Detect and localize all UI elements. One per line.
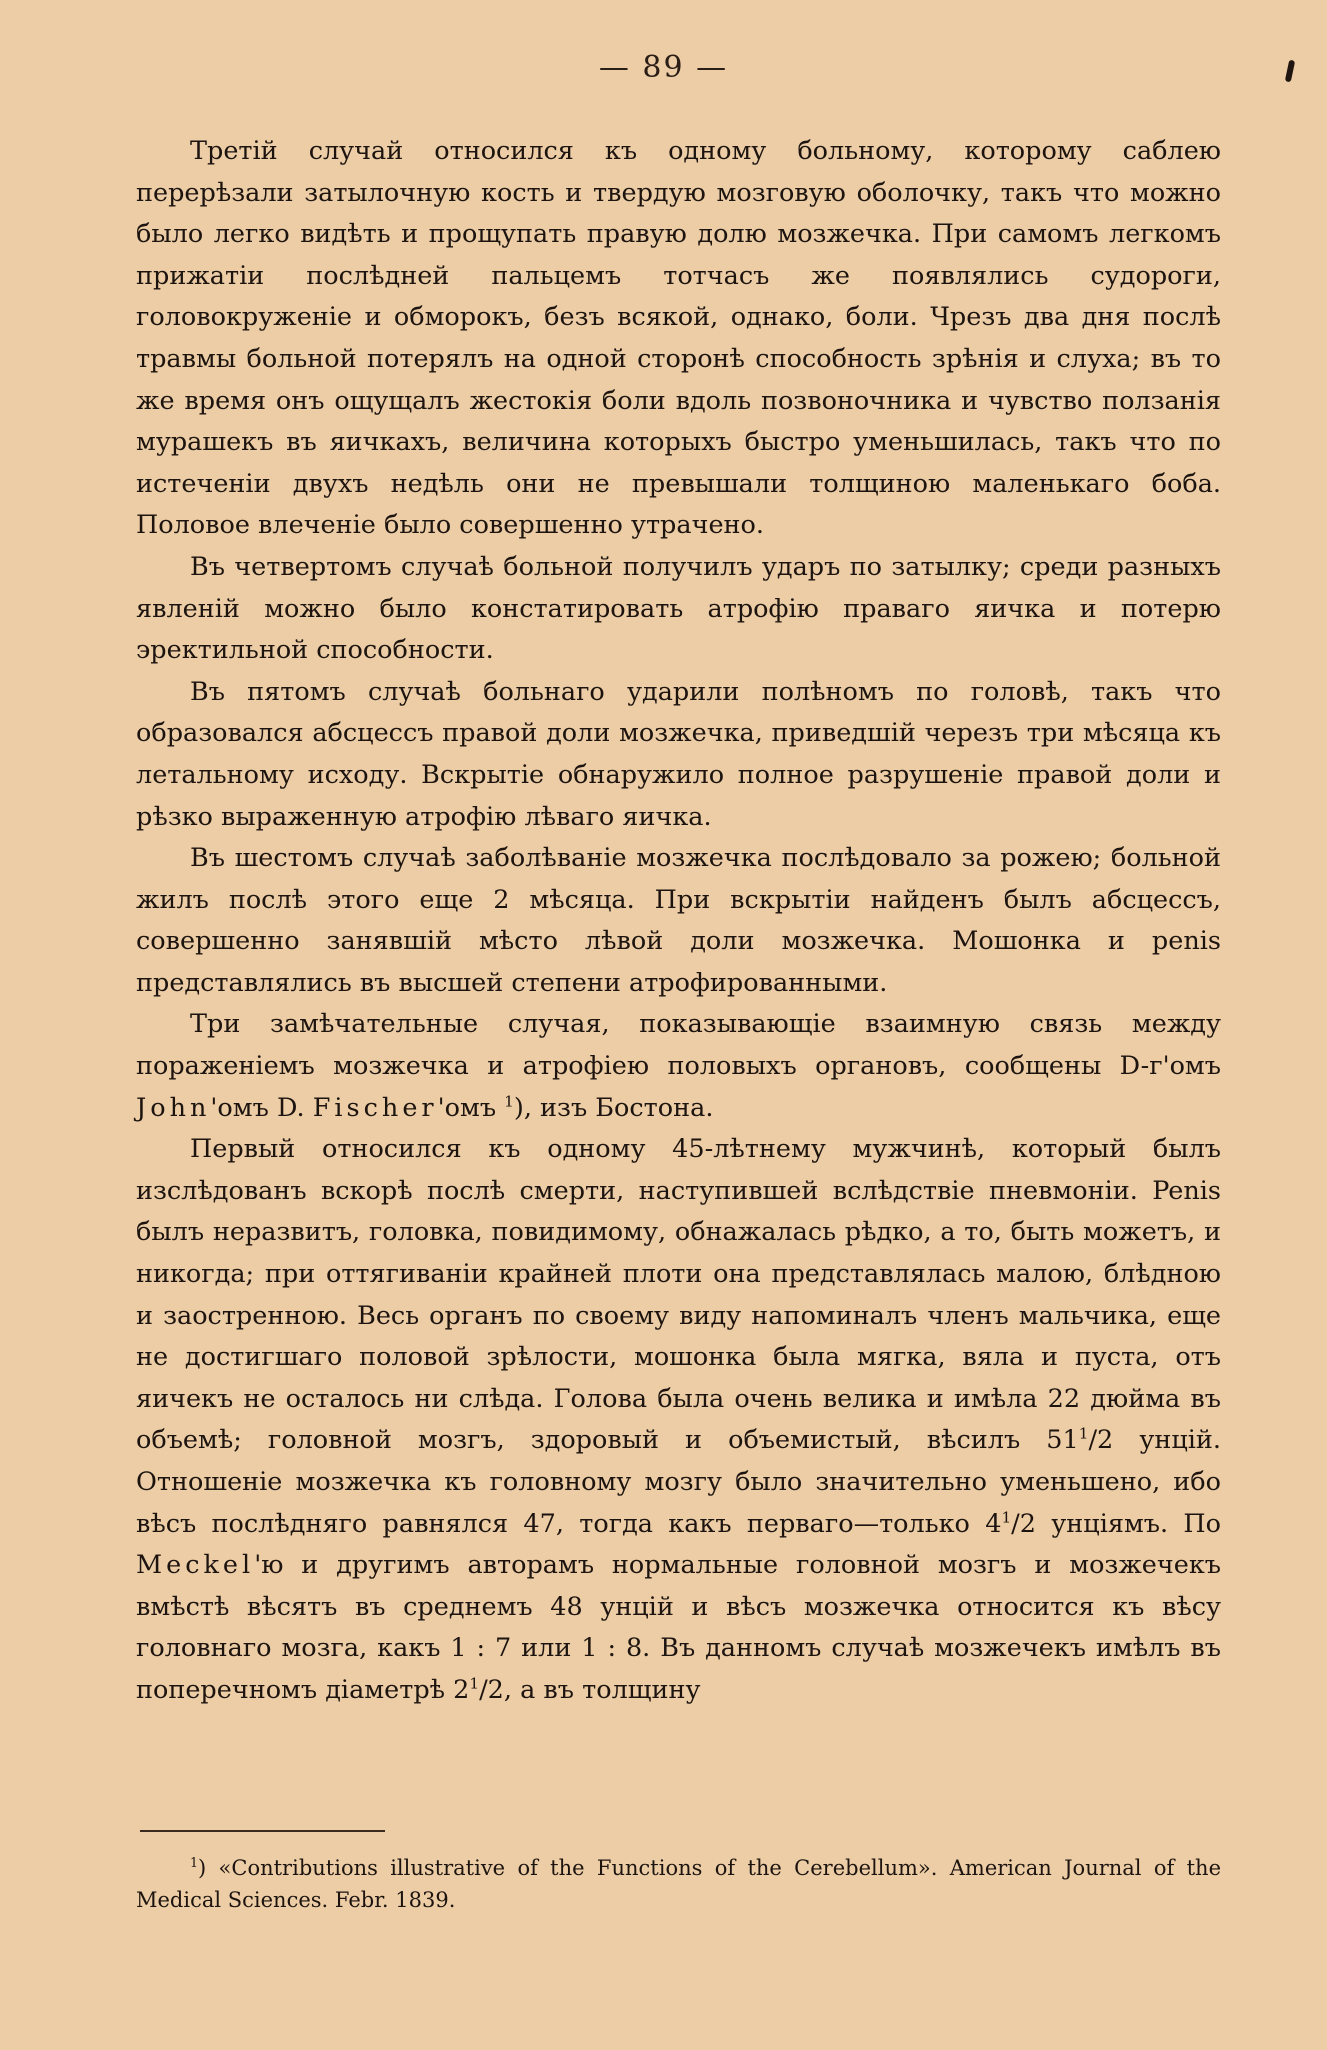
footnote-ref: 1 <box>504 1092 514 1111</box>
page-number: — 89 — <box>598 50 729 85</box>
paragraph-3: Въ пятомъ случаѣ больнаго ударили полѣномъ по головѣ, такъ что образовался абсцессъ правой доли мозжечка, приведшій черезъ три мѣсяца къ летальному исходу. Вскрытіе обнаружило полное разрушеніе правой доли и рѣзко выраженную атрофію лѣваго яичка. <box>136 676 1221 832</box>
author-name-meckel: Meckel <box>136 1550 255 1581</box>
p5-text-after: ), изъ Бостона. <box>513 1092 714 1123</box>
paragraph-5 <box>136 1004 1221 1129</box>
footnote-divider <box>140 1830 385 1832</box>
paragraph-1: Третій случай относился къ одному больному, которому саблею перерѣзали затылочную кость и твердую мозговую оболочку, такъ что можно было легко видѣть и прощупать правую долю мозжечка. При самомъ легкомъ прижатіи послѣдней пальцемъ тотчасъ же появлялись судороги, головокруженіе и обморокъ, безъ всякой, однако, боли. Чрезъ два дня послѣ травмы больной потерялъ на одной сторонѣ способность зрѣнія и слуха; въ то же время онъ ощущалъ жестокія боли вдоль позвоночника и чувство ползанія мурашекъ въ яичкахъ, величина которыхъ быстро уменьшилась, такъ что по истеченіи двухъ недѣль они не превышали толщиною маленькаго боба. Половое влеченіе было совершенно утрачено. <box>136 136 1221 541</box>
paragraph-2: Въ четвертомъ случаѣ больной получилъ ударъ по затылку; среди разныхъ явленій можно было констатировать атрофію праваго яичка и потерю эректильной способности. <box>136 551 1221 666</box>
fraction-numerator: 1 <box>469 1674 480 1693</box>
body-text <box>136 131 1221 1712</box>
p6-part-4: 'ю и другимъ авторамъ нормальные головной мозгъ и мозжечекъ вмѣстѣ вѣсятъ въ среднемъ 48 унцій и вѣсъ мозжечка относится къ вѣсу головнаго мозга, какъ 1 : 7 или 1 : 8. Въ данномъ случаѣ мозжечекъ имѣлъ въ поперечномъ діаметрѣ 2 <box>136 1550 1221 1705</box>
p5-text-before: Три замѣчательные случая, показывающіе взаимную связь между пораженіемъ мозжечка и атрофіею половыхъ органовъ, сообщены D-г'омъ <box>136 1009 1221 1082</box>
fraction-denominator: /2 <box>479 1674 504 1705</box>
fraction-numerator: 1 <box>1078 1424 1089 1443</box>
footnote-number: 1 <box>190 1855 199 1870</box>
author-name-fischer: Fischer <box>312 1092 438 1123</box>
p5-text-mid: 'омъ D. <box>210 1092 313 1123</box>
fraction-denominator: /2 <box>1088 1425 1114 1456</box>
p5-text-after-name: 'омъ <box>437 1092 505 1123</box>
fraction-denominator: /2 <box>1011 1508 1036 1539</box>
paragraph-4: Въ шестомъ случаѣ заболѣваніе мозжечка послѣдовало за рожею; больной жилъ послѣ этого еще 2 мѣсяца. При вскрытіи найденъ былъ абсцессъ, совершенно занявшій мѣсто лѣвой доли мозжечка. Мошонка и penis представлялись въ высшей степени атрофированными. <box>136 843 1221 998</box>
p6-part-5: , а въ толщину <box>503 1674 701 1705</box>
fraction-numerator: 1 <box>1001 1508 1012 1527</box>
footnote <box>136 1852 1221 1916</box>
p6-part-2: унцій. Отношеніе мозжечка къ головному мозгу было значительно уменьшено, ибо вѣсъ послѣдняго равнялся 47, тогда какъ перваго—только 4 <box>136 1425 1222 1539</box>
author-name-john: John <box>136 1092 211 1123</box>
p6-part-1: Первый относился къ одному 45-лѣтнему мужчинѣ, который былъ изслѣдованъ вскорѣ послѣ смерти, наступившей вслѣдствіе пневмоніи. Penis былъ неразвитъ, головка, повидимому, обнажалась рѣдко, а то, быть можетъ, и никогда; при оттягиваніи крайней плоти она представлялась малою, блѣдною и заостренною. Весь органъ по своему виду напоминалъ членъ мальчика, еще не достигшаго половой зрѣлости, мошонка была мягка, вяла и пуста, отъ яичекъ не осталось ни слѣда. Голова была очень велика и имѣла 22 дюйма въ объемѣ; головной мозгъ, здоровый и объемистый, вѣсилъ 51 <box>136 1134 1221 1456</box>
p6-part-3: унціямъ. По <box>1036 1508 1222 1539</box>
footnote-text: ) «Contributions illustrative of the Functions of the Cerebellum». American Journal of the Medical Sciences. Febr. 1839. <box>136 1856 1221 1912</box>
paragraph-6 <box>136 1129 1221 1711</box>
